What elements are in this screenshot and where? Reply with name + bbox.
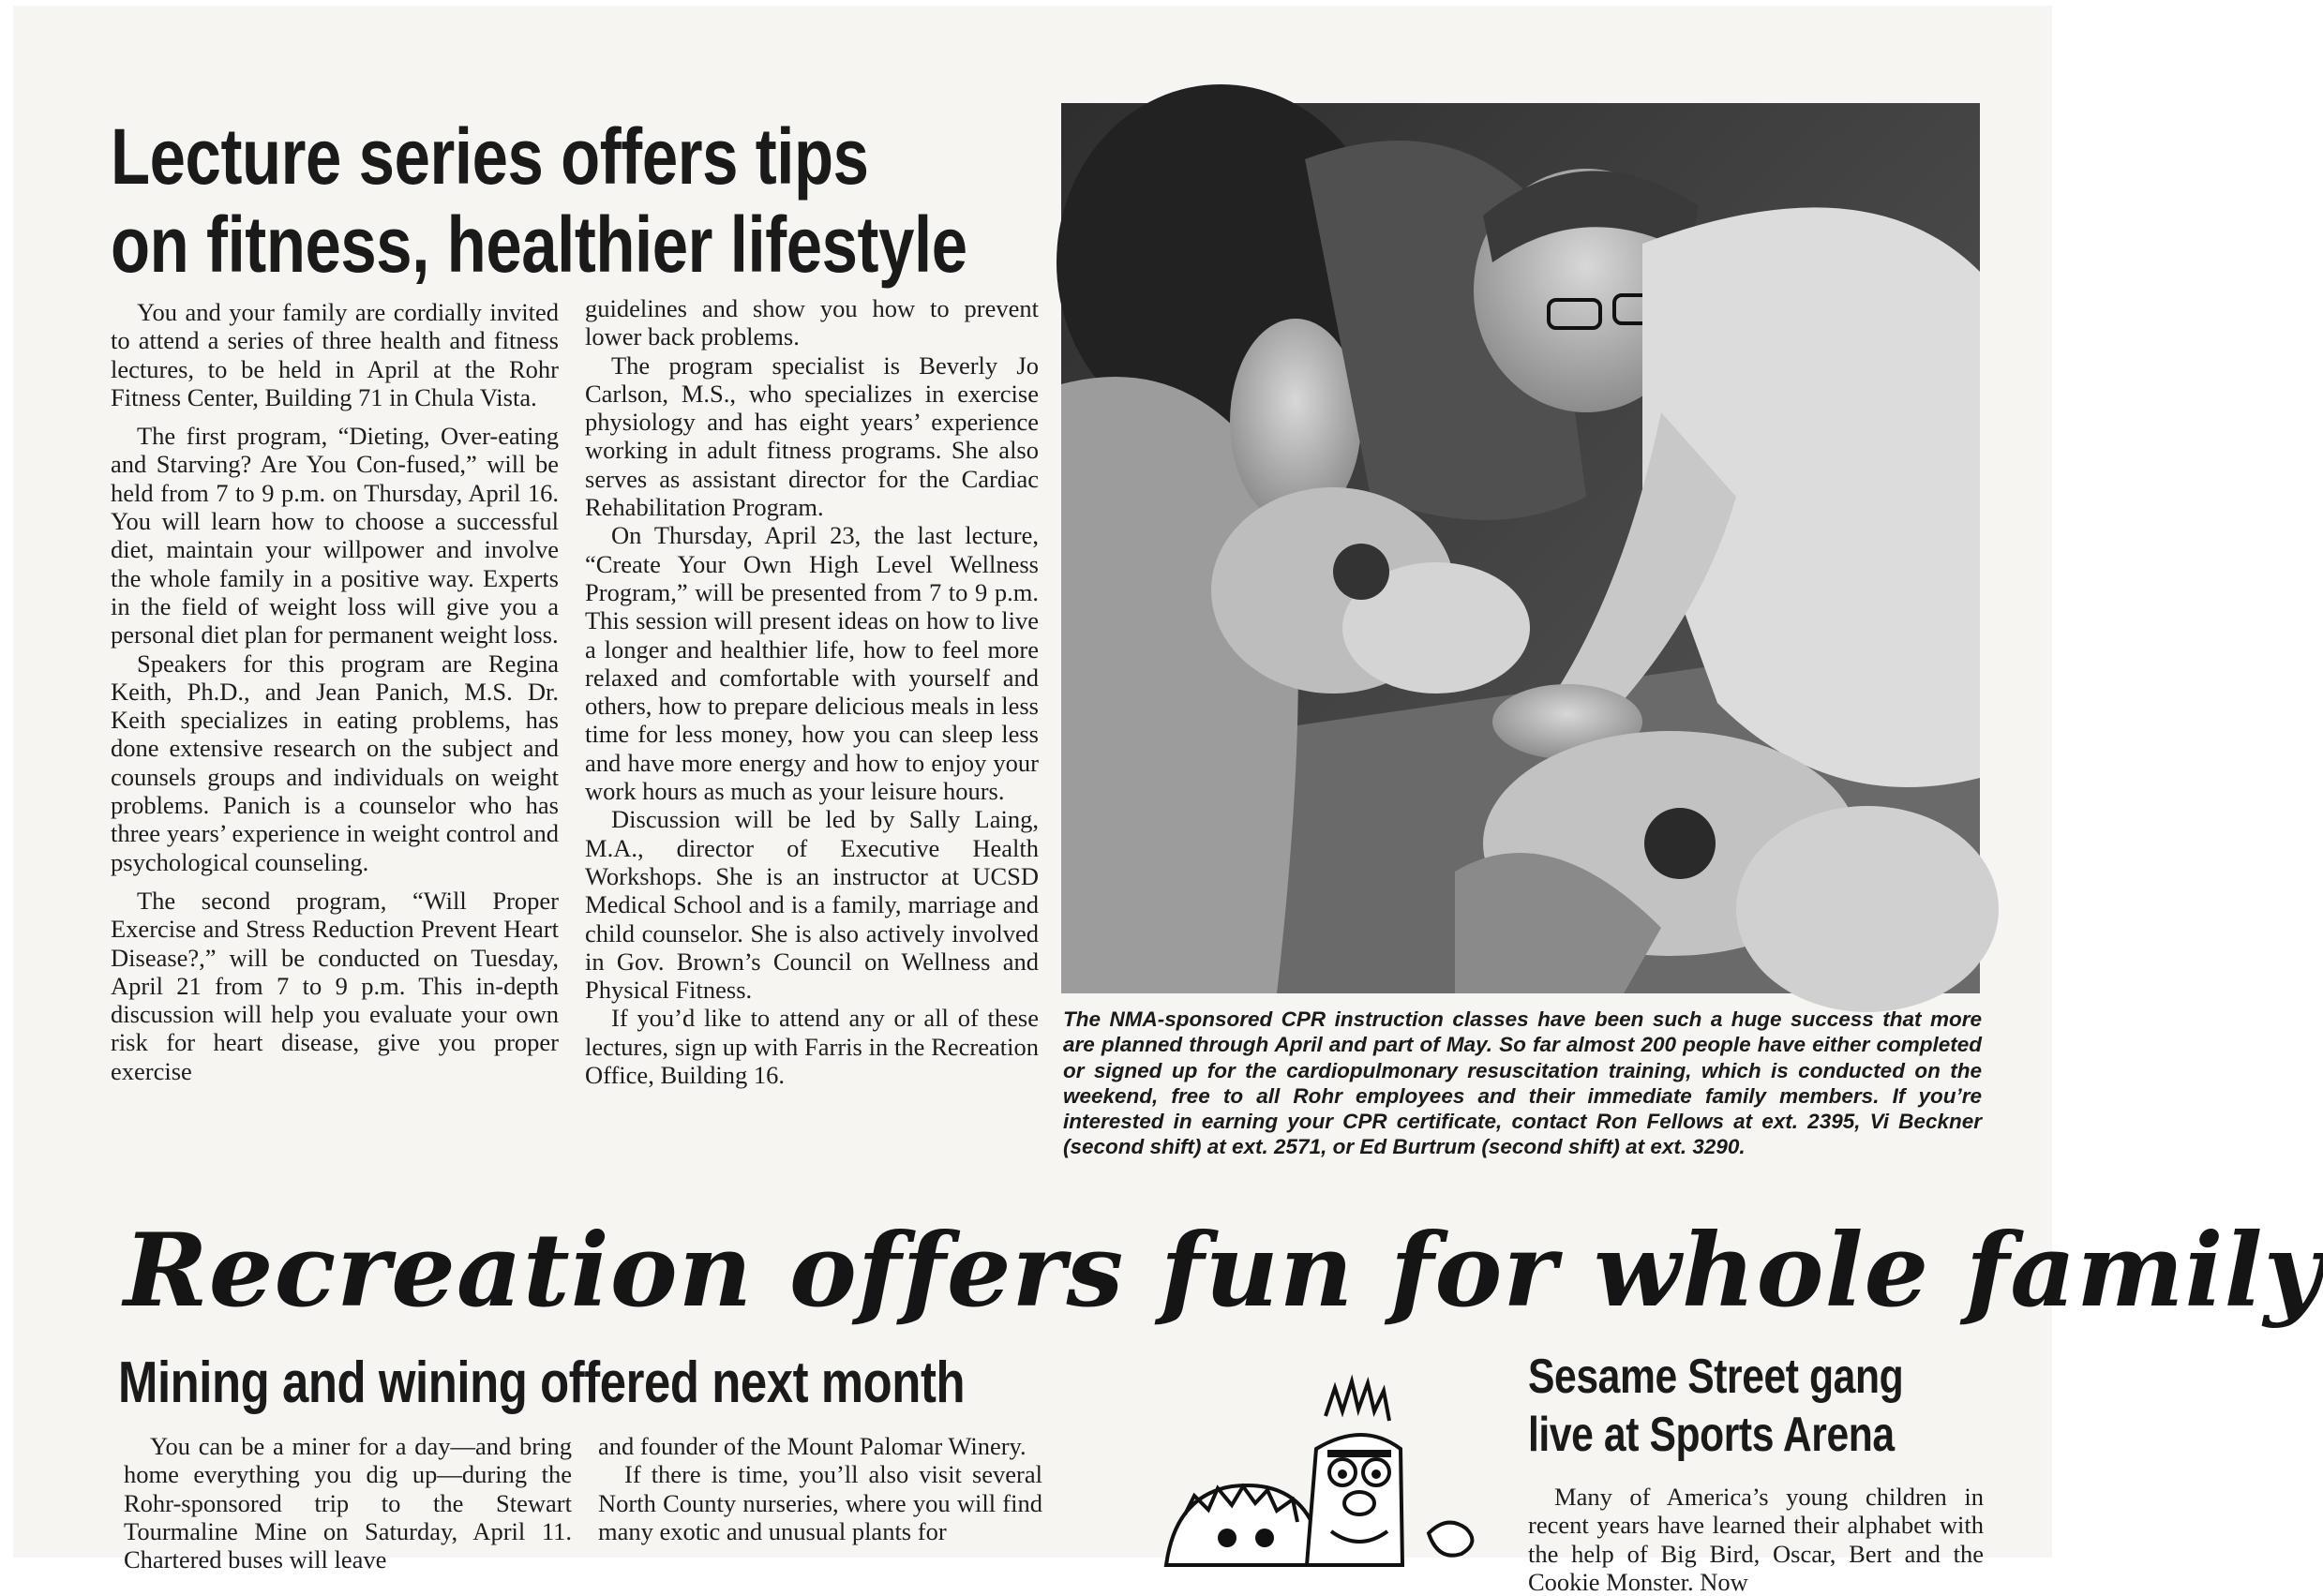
paragraph: The second program, “Will Proper Exercise and Stress Reduction Prevent Heart Disease?,” will be conducted on Tuesday, April 21 from 7 to 9 p.m. This in-depth discussion will help you evaluate your own risk for heart disease, give you proper exercise <box>111 886 559 1085</box>
cpr-photo-illustration <box>1061 103 1980 993</box>
photo-caption: The NMA-sponsored CPR instruction classes have been such a huge success that more are planned through April and part of May. So far almost 200 people have either completed or signed up for the cardiopulmonary resuscitation training, which is conducted on the weekend, free to all Rohr employees and their immediate family members. If you’re interested in earning your CPR certificate, contact Ron Fellows at ext. 2395, Vi Beckner (second shift) at ext. 2571, or Ed Burtrum (second shift) at ext. 3290. <box>1063 1007 1982 1159</box>
lecture-article-column-1 <box>111 298 559 1235</box>
sesame-street-article-body <box>1528 1483 1984 1596</box>
paragraph: Speakers for this program are Regina Keith, Ph.D., and Jean Panich, M.S. Dr. Keith specializes in eating problems, has done extensive research on the subject and counsels groups and individuals on weight problems. Panich is a counselor who has three years’ experience in weight control and psychological counseling. <box>111 649 559 876</box>
sesame-street-headline <box>1528 1348 1903 1464</box>
mining-article-column-1 <box>124 1432 572 1574</box>
cpr-class-photo <box>1061 103 1980 993</box>
paragraph: You can be a miner for a day—and bring home everything you dig up—during the Rohr-sponsored trip to the Stewart Tourmaline Mine on Saturday, April 11. Chartered buses will leave <box>124 1432 572 1574</box>
ernie-and-bert-illustration <box>1157 1374 1513 1565</box>
headline-line-2: live at Sports Arena <box>1528 1408 1895 1462</box>
paragraph: and founder of the Mount Palomar Winery. <box>598 1432 1027 1460</box>
headline-line-1: Lecture series offers tips <box>111 112 869 201</box>
lecture-article-column-2 <box>585 294 1039 1231</box>
lecture-series-headline <box>111 112 967 289</box>
paragraph: Many of America’s young children in recent years have learned their alphabet with the help of Big Bird, Oscar, Bert and the Cookie Monster. Now <box>1528 1483 1984 1596</box>
mining-headline: Mining and wining offered next month <box>118 1350 966 1415</box>
paragraph: On Thursday, April 23, the last lecture, “Create Your Own High Level Wellness Program,” will be presented from 7 to 9 p.m. This session will present ideas on how to live a longer and healthier life, how to feel more relaxed and comfortable with yourself and others, how to prepare delicious meals in less time for less money, how you can sleep less and have more energy and how to enjoy your work hours as much as your leisure hours. <box>585 521 1039 806</box>
paragraph: The first program, “Dieting, Over-eating and Starving? Are You Con-fused,” will be held from 7 to 9 p.m. on Thursday, April 16. You will learn how to choose a successful diet, maintain your willpower and involve the whole family in a positive way. Experts in the field of weight loss will give you a personal diet plan for permanent weight loss. <box>111 422 559 649</box>
paragraph: Discussion will be led by Sally Laing, M.A., director of Executive Health Workshops. She is an instructor at UCSD Medical School and is a family, marriage and child counselor. She is also actively involved in Gov. Brown’s Council on Wellness and Physical Fitness. <box>585 805 1039 1005</box>
newspaper-page <box>13 6 2323 1596</box>
paragraph: The program specialist is Beverly Jo Carlson, M.S., who specializes in exercise physiology and has eight years’ experience working in adult fitness programs. She also serves as assistant director for the Cardiac Rehabilitation Program. <box>585 351 1039 522</box>
headline-line-2: on fitness, healthier lifestyle <box>111 201 967 289</box>
paragraph: If there is time, you’ll also visit several North County nurseries, where you will find many exotic and unusual plants for <box>598 1460 1042 1545</box>
headline-line-1: Sesame Street gang <box>1528 1350 1904 1404</box>
paragraph: If you’d like to attend any or all of these lectures, sign up with Farris in the Recreation Office, Building 16. <box>585 1004 1039 1090</box>
paragraph: guidelines and show you how to prevent lower back problems. <box>585 294 1039 351</box>
mining-article-column-2 <box>598 1432 1042 1558</box>
recreation-section-headline: Recreation offers fun for whole family <box>124 1212 2323 1330</box>
paragraph: You and your family are cordially invited to attend a series of three health and fitness lectures, to be held in April at the Rohr Fitness Center, Building 71 in Chula Vista. <box>111 298 559 411</box>
